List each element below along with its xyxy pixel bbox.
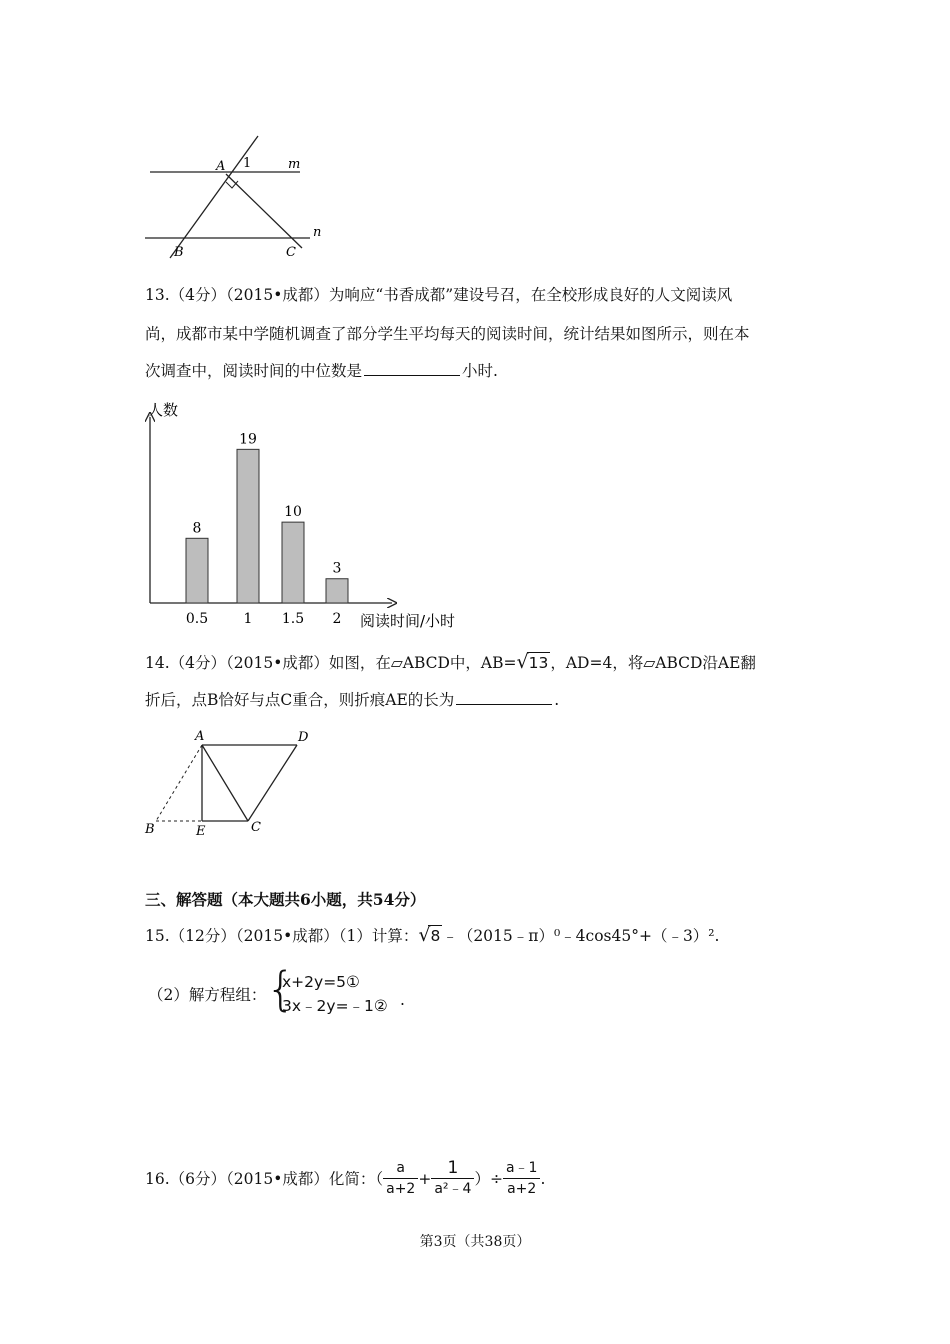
fraction-3 (503, 1158, 541, 1199)
tick-label-2: 2 (332, 611, 342, 627)
parallelogram-figure (140, 725, 330, 840)
data-label-0.5: 8 (192, 520, 202, 537)
reading-time-bar-chart (140, 395, 480, 635)
tick-label-1.5: 1.5 (281, 611, 305, 627)
divide-sign: ）÷ (474, 1169, 503, 1188)
answer-blank-14 (456, 690, 552, 705)
tick-label-1: 1 (243, 611, 253, 627)
q15-pre: 15.（12分）（2015•成都）（1）计算： (145, 927, 419, 945)
tick-label-0.5: 0.5 (185, 611, 209, 627)
equation-1: x+2y=5① (282, 973, 360, 991)
label-C: C (251, 820, 261, 835)
q16-line (145, 1158, 545, 1199)
label-E: E (196, 824, 206, 839)
label-C: C (286, 245, 296, 260)
label-A: A (195, 729, 205, 744)
radical-sign: √ (418, 924, 431, 946)
fraction-3-den: a+2 (507, 1181, 537, 1197)
label-D: D (298, 730, 309, 745)
q13-line3-post: 小时. (462, 362, 498, 380)
q14-line1 (145, 652, 756, 673)
brace-icon: { (266, 962, 296, 1016)
x-axis-label: 阅读时间/小时 (360, 612, 456, 630)
parallel-lines-figure (140, 130, 340, 265)
q13-line1: 13.（4分）（2015•成都）为响应“书香成都”建设号召，在全校形成良好的人文阅读风 (145, 286, 733, 304)
bar-1 (237, 449, 259, 603)
data-label-2: 3 (332, 560, 342, 577)
fraction-1-den: a+2 (386, 1181, 416, 1197)
q13-line3 (145, 361, 498, 381)
label-n: n (313, 225, 322, 240)
equation-2: 3x﹣2y=﹣1② (282, 997, 388, 1015)
fraction-2-den: a²﹣4 (434, 1181, 472, 1197)
q15-sqrt: 8 (430, 927, 441, 945)
fraction-2 (431, 1158, 474, 1199)
radical-sign: √ (516, 651, 529, 673)
fraction-2-num: 1 (431, 1158, 474, 1179)
q14-line2-text: 折后，点B恰好与点C重合，则折痕AE的长为 (145, 691, 455, 709)
label-B: B (174, 245, 184, 260)
y-axis-label: 人数 (148, 401, 179, 419)
q15-post: ﹣（2015﹣π）⁰﹣4cos45°+（﹣3）². (442, 927, 720, 945)
q14-pre: 14.（4分）（2015•成都）如图，在▱ABCD中，AB= (145, 654, 517, 672)
data-label-1.5: 10 (284, 504, 302, 521)
plus-sign: + (418, 1169, 432, 1188)
data-label-1: 19 (239, 431, 257, 448)
q15-part2-label: （2）解方程组： (148, 986, 267, 1004)
q16-pre: 16.（6分）（2015•成都）化简：（ (145, 1169, 384, 1188)
q13-line2: 尚，成都市某中学随机调查了部分学生平均每天的阅读时间，统计结果如图所示，则在本 (145, 325, 750, 343)
fraction-3-num: a﹣1 (503, 1158, 541, 1179)
section-3-title: 三、解答题（本大题共6小题，共54分） (145, 890, 426, 909)
answer-blank-13 (364, 361, 460, 376)
label-A: A (216, 159, 226, 174)
q13-line3-pre: 次调查中，阅读时间的中位数是 (145, 362, 363, 380)
fraction-1-num: a (383, 1158, 418, 1179)
bar-0.5 (186, 538, 208, 603)
bar-1.5 (282, 522, 304, 603)
label-B: B (145, 822, 155, 837)
fraction-1 (383, 1158, 418, 1199)
q15-line1 (145, 925, 719, 946)
q14-post: ，AD=4，将▱ABCD沿AE翻 (550, 654, 756, 672)
page-footer: 第3页（共38页） (419, 1234, 531, 1250)
bar-2 (326, 579, 348, 603)
q16-end: . (540, 1169, 546, 1188)
q14-line2 (145, 690, 559, 710)
q14-sqrt: 13 (528, 654, 549, 672)
label-m: m (288, 157, 301, 172)
equation-dot: . (400, 991, 405, 1009)
label-1: 1 (243, 156, 252, 171)
q14-line2-end: . (554, 691, 560, 709)
